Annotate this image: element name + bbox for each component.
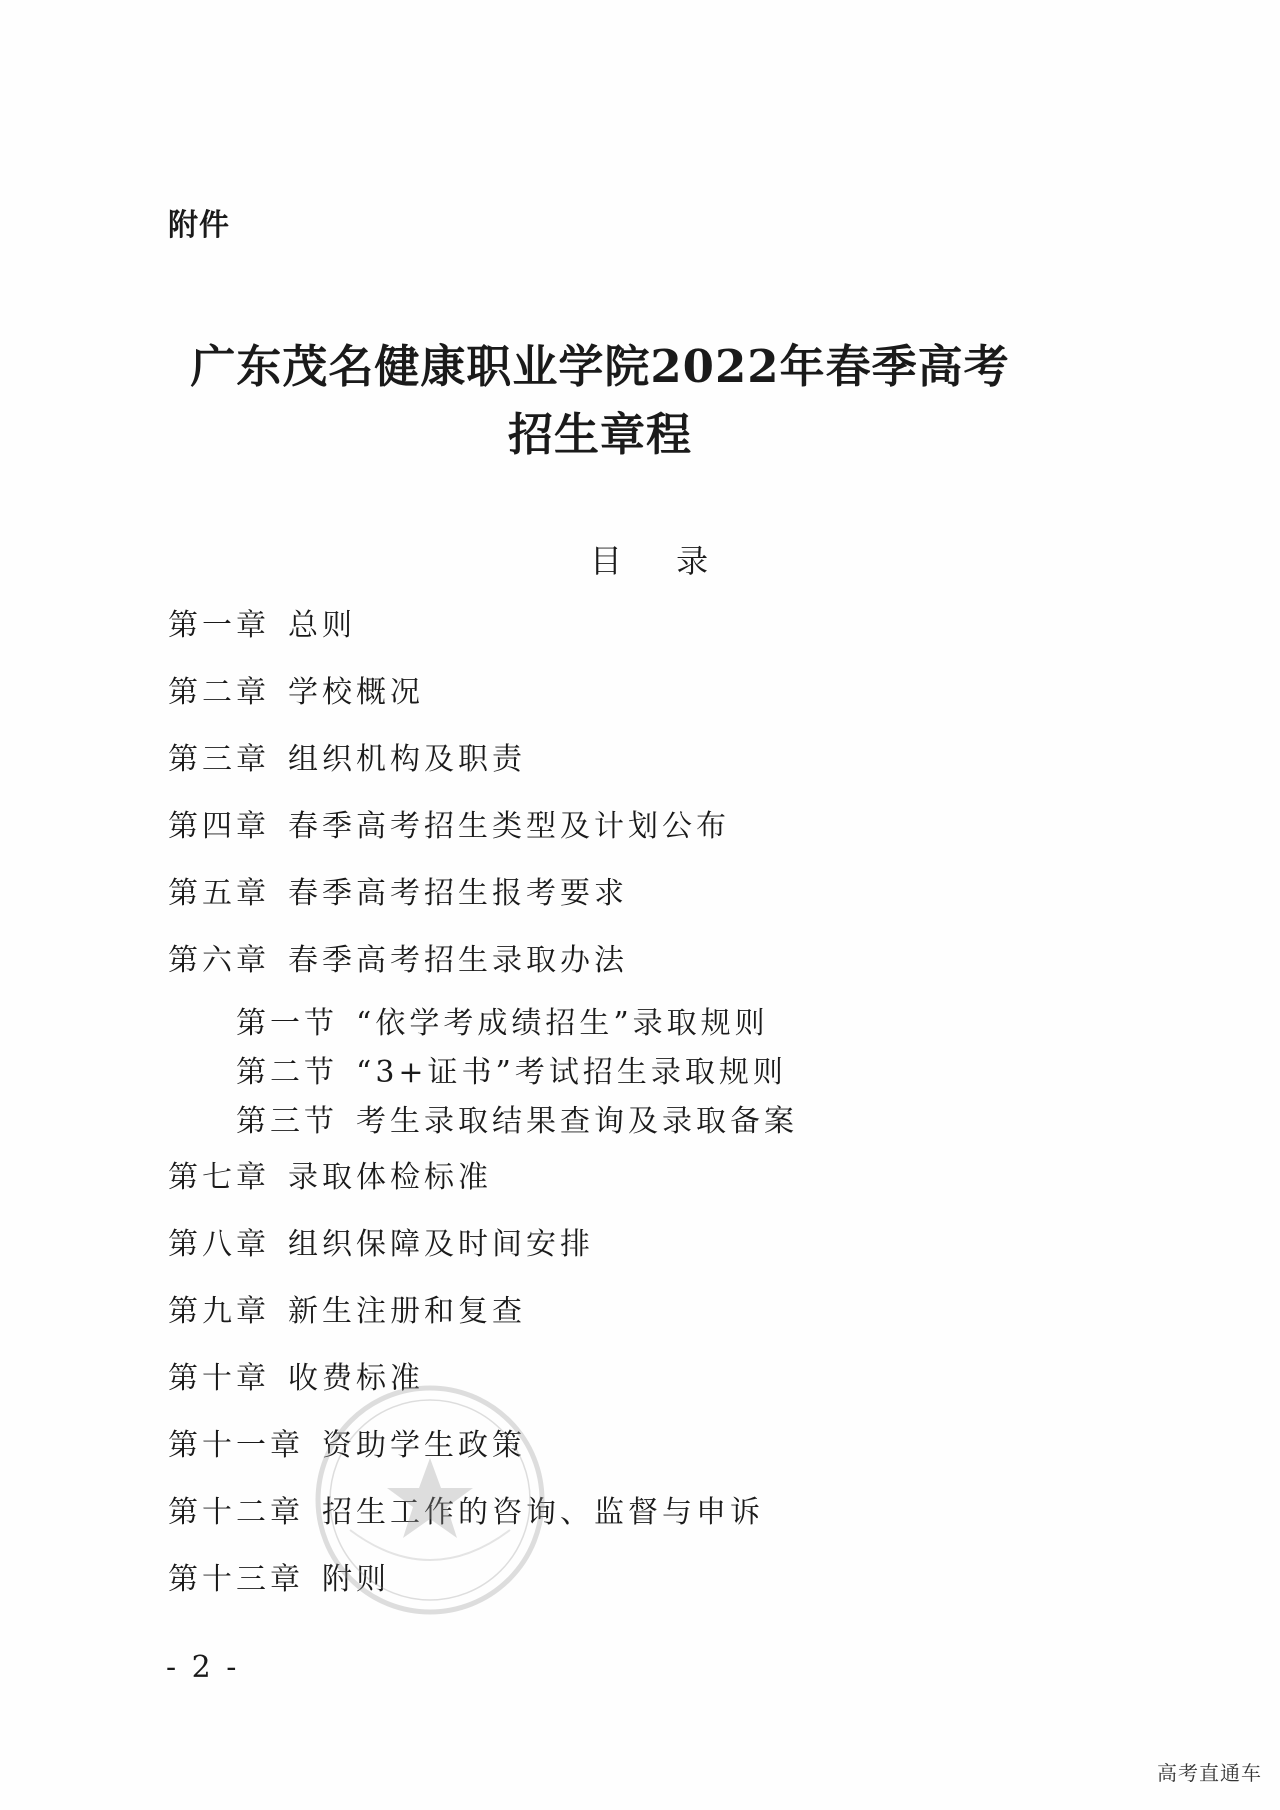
- toc-item: [168, 935, 628, 979]
- toc-item-number: 第十一章: [168, 1428, 304, 1463]
- watermark-text: 高考直通车: [1157, 1761, 1262, 1785]
- toc-item-text: 招生工作的咨询、监督与申诉: [322, 1495, 764, 1530]
- toc-item-number: 第六章: [168, 943, 270, 978]
- toc-item: [168, 1286, 526, 1330]
- toc-item-number: 第十三章: [168, 1562, 304, 1597]
- toc-item: [168, 600, 356, 644]
- document-title-line1: 广东茂名健康职业学院2022年春季高考: [190, 340, 1010, 393]
- toc-item: [168, 1219, 594, 1263]
- toc-item-text: 收费标准: [288, 1361, 424, 1396]
- toc-item-number: 第二节: [236, 1055, 338, 1090]
- toc-item-text: 新生注册和复查: [288, 1294, 526, 1329]
- toc-item-text: 考生录取结果查询及录取备案: [356, 1104, 798, 1139]
- toc-item: [168, 667, 424, 711]
- document-title-line2: 招生章程: [507, 408, 692, 461]
- toc-item-number: 第九章: [168, 1294, 270, 1329]
- toc-subitem: [236, 1096, 798, 1140]
- toc-item: [168, 734, 526, 778]
- toc-item-text: 总则: [288, 608, 356, 643]
- toc-item-number: 第四章: [168, 809, 270, 844]
- toc-item: [168, 868, 628, 912]
- toc-item-text: 资助学生政策: [322, 1428, 526, 1463]
- toc-item-text: “依学考成绩招生”录取规则: [356, 1006, 769, 1041]
- toc-item: [168, 801, 730, 845]
- toc-item-number: 第二章: [168, 675, 270, 710]
- toc-item: [168, 1152, 492, 1196]
- toc-item-text: 春季高考招生报考要求: [288, 876, 628, 911]
- toc-item-number: 第十二章: [168, 1495, 304, 1530]
- toc-heading: 目 录: [589, 542, 731, 580]
- toc-item-text: 录取体检标准: [288, 1160, 492, 1195]
- official-seal-stamp: [310, 1380, 550, 1620]
- toc-item-number: 第一节: [236, 1006, 338, 1041]
- toc-item-number: 第十章: [168, 1361, 270, 1396]
- toc-subitem: [236, 1047, 787, 1091]
- toc-item-text: 组织机构及职责: [288, 742, 526, 777]
- toc-item-number: 第三章: [168, 742, 270, 777]
- toc-item-text: “3+证书”考试招生录取规则: [356, 1055, 787, 1090]
- attachment-label: 附件: [168, 208, 230, 243]
- toc-item-text: 组织保障及时间安排: [288, 1227, 594, 1262]
- toc-item-number: 第三节: [236, 1104, 338, 1139]
- toc-item-text: 学校概况: [288, 675, 424, 710]
- toc-item-text: 春季高考招生录取办法: [288, 943, 628, 978]
- toc-item-number: 第七章: [168, 1160, 270, 1195]
- toc-item-text: 春季高考招生类型及计划公布: [288, 809, 730, 844]
- toc-item-number: 第一章: [168, 608, 270, 643]
- toc-item-number: 第八章: [168, 1227, 270, 1262]
- page-number: - 2 -: [166, 1650, 240, 1685]
- toc-subitem: [236, 998, 769, 1042]
- toc-item-number: 第五章: [168, 876, 270, 911]
- toc-item-text: 附则: [322, 1562, 390, 1597]
